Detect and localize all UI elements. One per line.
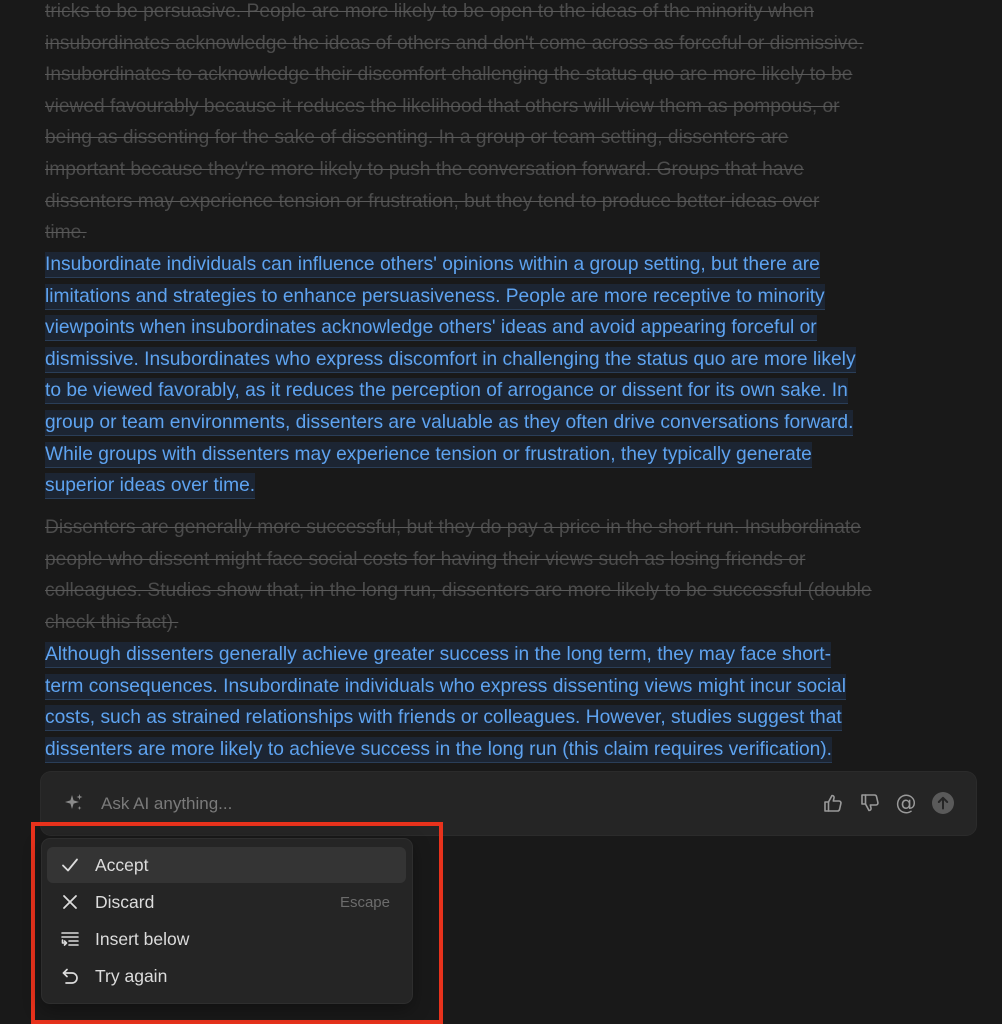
- suggested-text-line: dissenters are more likely to achieve success in the long run (this claim requires verification).: [45, 734, 980, 766]
- removed-text-line: time.: [45, 222, 87, 244]
- suggested-text-line: dismissive. Insubordinates who express discomfort in challenging the status quo are more likely: [45, 344, 980, 376]
- suggested-text-line: costs, such as strained relationships with friends or colleagues. However, studies suggest that: [45, 702, 980, 734]
- menu-item-label: Insert below: [95, 929, 190, 949]
- removed-paragraph: [45, 512, 980, 638]
- suggested-text-line: viewpoints when insubordinates acknowledge others' ideas and avoid appearing forceful or: [45, 312, 980, 344]
- sparkle-icon: [63, 792, 85, 814]
- suggested-text-line: group or team environments, dissenters are valuable as they often drive conversations forward.: [45, 407, 980, 439]
- suggested-text-line: limitations and strategies to enhance persuasiveness. People are more receptive to minority: [45, 281, 980, 313]
- insert-below-icon: [60, 929, 80, 949]
- removed-text-line: insubordinates acknowledge the ideas of others and don't come across as forceful or dismissive.: [45, 32, 864, 54]
- menu-item-insert-below[interactable]: [47, 921, 406, 957]
- checkmark-icon: [60, 855, 80, 875]
- suggested-text-line: Although dissenters generally achieve greater success in the long term, they may face short-: [45, 639, 980, 671]
- removed-text-line: tricks to be persuasive. People are more likely to be open to the ideas of the minority when: [45, 1, 814, 22]
- removed-text-line: being as dissenting for the sake of dissenting. In a group or team setting, dissenters are: [45, 127, 789, 149]
- keyboard-shortcut-hint: Escape: [339, 894, 390, 911]
- ai-action-menu: [42, 839, 412, 1003]
- menu-item-accept[interactable]: [47, 847, 406, 883]
- removed-paragraph: [45, 0, 980, 249]
- removed-text-line: viewed favourably because it reduces the likelihood that others will view them as pompous, or: [45, 95, 840, 117]
- x-icon: [60, 892, 80, 912]
- suggested-text-line: Insubordinate individuals can influence others' opinions within a group setting, but there are: [45, 249, 980, 281]
- menu-item-label: Accept: [95, 855, 149, 875]
- ask-ai-input[interactable]: [99, 790, 703, 818]
- suggested-text-line: superior ideas over time.: [45, 470, 980, 502]
- removed-text-line: Dissenters are generally more successful, but they do pay a price in the short run. Insubordinate: [45, 517, 861, 538]
- suggested-text-line: While groups with dissenters may experience tension or frustration, they typically generate: [45, 439, 980, 471]
- removed-text-line: dissenters may experience tension or frustration, but they tend to produce better ideas over: [45, 190, 820, 212]
- suggested-paragraph: [45, 639, 980, 765]
- menu-item-label: Try again: [95, 966, 168, 986]
- removed-text-line: check this fact).: [45, 611, 179, 633]
- removed-text-line: people who dissent might face social costs for having their views such as losing friends or: [45, 548, 806, 570]
- thumbs-up-icon[interactable]: [822, 792, 844, 814]
- removed-text-line: colleagues. Studies show that, in the long run, dissenters are more likely to be successful (double: [45, 580, 872, 602]
- menu-item-try-again[interactable]: [47, 958, 406, 994]
- removed-text-line: Insubordinates to acknowledge their discomfort challenging the status quo are more likely to be: [45, 64, 853, 86]
- removed-text-line: important because they're more likely to push the conversation forward. Groups that have: [45, 158, 804, 180]
- send-arrow-up-icon[interactable]: [932, 792, 954, 814]
- menu-item-label: Discard: [95, 892, 155, 912]
- menu-item-discard[interactable]: [47, 884, 406, 920]
- mention-at-icon[interactable]: @: [895, 791, 917, 815]
- suggested-paragraph: [45, 249, 980, 502]
- undo-arrow-icon: [60, 966, 80, 986]
- suggested-text-line: to be viewed favorably, as it reduces the perception of arrogance or dissent for its own sake. In: [45, 375, 980, 407]
- suggested-text-line: term consequences. Insubordinate individuals who express dissenting views might incur social: [45, 671, 980, 703]
- thumbs-down-icon[interactable]: [859, 792, 881, 814]
